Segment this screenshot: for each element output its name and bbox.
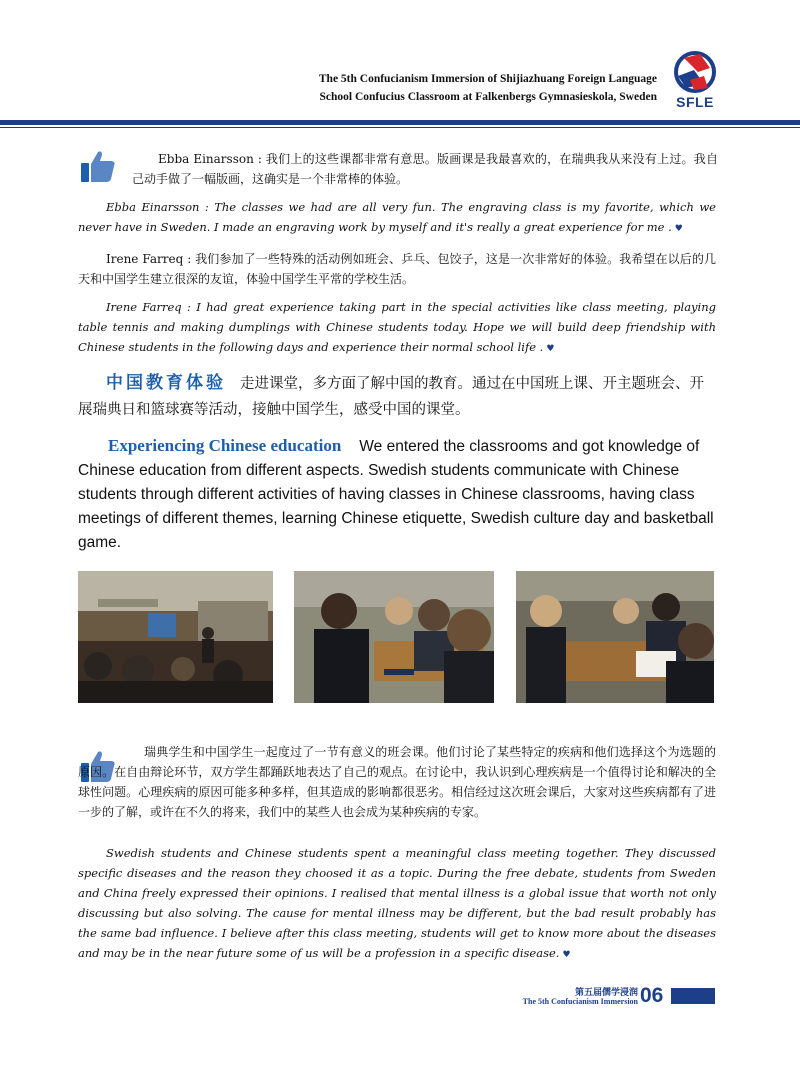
irene-quote-cn: Irene Farreq : 我们参加了一些特殊的活动例如班会、乒乓、包饺子，这是一次非常好的体验。我希望在以后的几天和中国学生建立很深的友谊，体验中国学生平常的学校生活。	[78, 252, 716, 286]
section-title-cn: 中国教育体验	[106, 373, 226, 393]
footer-title-en: The 5th Confucianism Immersion	[522, 997, 638, 1006]
section-body-en: We entered the classrooms and got knowledge of Chinese education from different aspects. Swedish students communicate with Chinese students through different activities of having classes in Chinese classrooms, having class meetings of different themes, learning Chinese etiquette, Swedish culture day and basketball game.	[78, 438, 714, 551]
heart-icon: ♥	[674, 224, 683, 234]
irene-quote-en: Irene Farreq : I had great experience taking part in the special activities like class meeting, playing table tennis and making dumplings with Chinese students today. Hope we will build deep friendship with Chinese students in the following days and experience their normal school life . ♥	[78, 300, 716, 354]
ebba-quote-cn: Ebba Einarsson : 我们上的这些课都非常有意思。版画课是我最喜欢的，在瑞典我从来没有上过。我自己动手做了一幅版画，这确实是一个非常棒的体验。	[132, 152, 718, 186]
class-meeting-cn: 瑞典学生和中国学生一起度过了一节有意义的班会课。他们讨论了某些特定的疾病和他们选择这个为选题的原因。在自由辩论环节，双方学生都踊跃地表达了自己的观点。在讨论中，我认识到心理疾病是一个值得讨论和解决的全球性问题。心理疾病的原因可能多种多样，但其造成的影响都很恶劣。相信经过这次班会课后，大家对这些疾病都有了进一步的了解，或许在不久的将来，我们中的某些人也会成为某种疾病的专家。	[78, 745, 716, 819]
header-title	[319, 70, 657, 106]
class-meeting-en: Swedish students and Chinese students spent a meaningful class meeting together. They discussed specific diseases and the reason they choosed it as a topic. During the free debate, students from Sweden and China freely expressed their opinions. I realised that mental illness is a global issue that worth not only discussing but also solving. The cause for mental illness may be different, but the bad result probably has the same bad influence. I believe after this class meeting, students will get to know more about the diseases and may be in the near future some of us will be a profession in a specific disease. ♥	[78, 846, 716, 960]
header-line-1: The 5th Confucianism Immersion of Shijiazhuang Foreign Language	[318, 73, 657, 85]
section-body-cn: 走进课堂，多方面了解中国的教育。通过在中国班上课、开主题班会、开展瑞典日和篮球赛等活动，接触中国学生，感受中国的课堂。	[78, 376, 704, 418]
class-meeting-photo	[516, 571, 714, 703]
header-line-2: School Confucius Classroom at Falkenbergs Gymnasieskola, Sweden	[319, 91, 657, 103]
heart-icon: ♥	[546, 344, 555, 354]
ebba-quote-en: Ebba Einarsson : The classes we had are all very fun. The engraving class is my favorite, which we never have in Sweden. I made an engraving work by myself and it's really a great experience for me . ♥	[78, 200, 716, 234]
section-title-en: Experiencing Chinese education	[108, 436, 342, 455]
heart-icon: ♥	[562, 950, 571, 960]
group-discussion-photo	[294, 571, 494, 703]
thumbs-up-icon	[78, 146, 118, 186]
page-number: 06	[640, 984, 664, 1007]
section-cn	[78, 370, 718, 423]
header-divider-thin	[0, 127, 800, 128]
header-divider	[0, 120, 800, 125]
footer-title-cn: 第五届儒学浸润	[574, 988, 638, 998]
logo-text: SFLE	[676, 94, 714, 110]
section-en	[78, 434, 716, 555]
classroom-photo	[78, 571, 273, 703]
footer-bar	[671, 988, 715, 1004]
